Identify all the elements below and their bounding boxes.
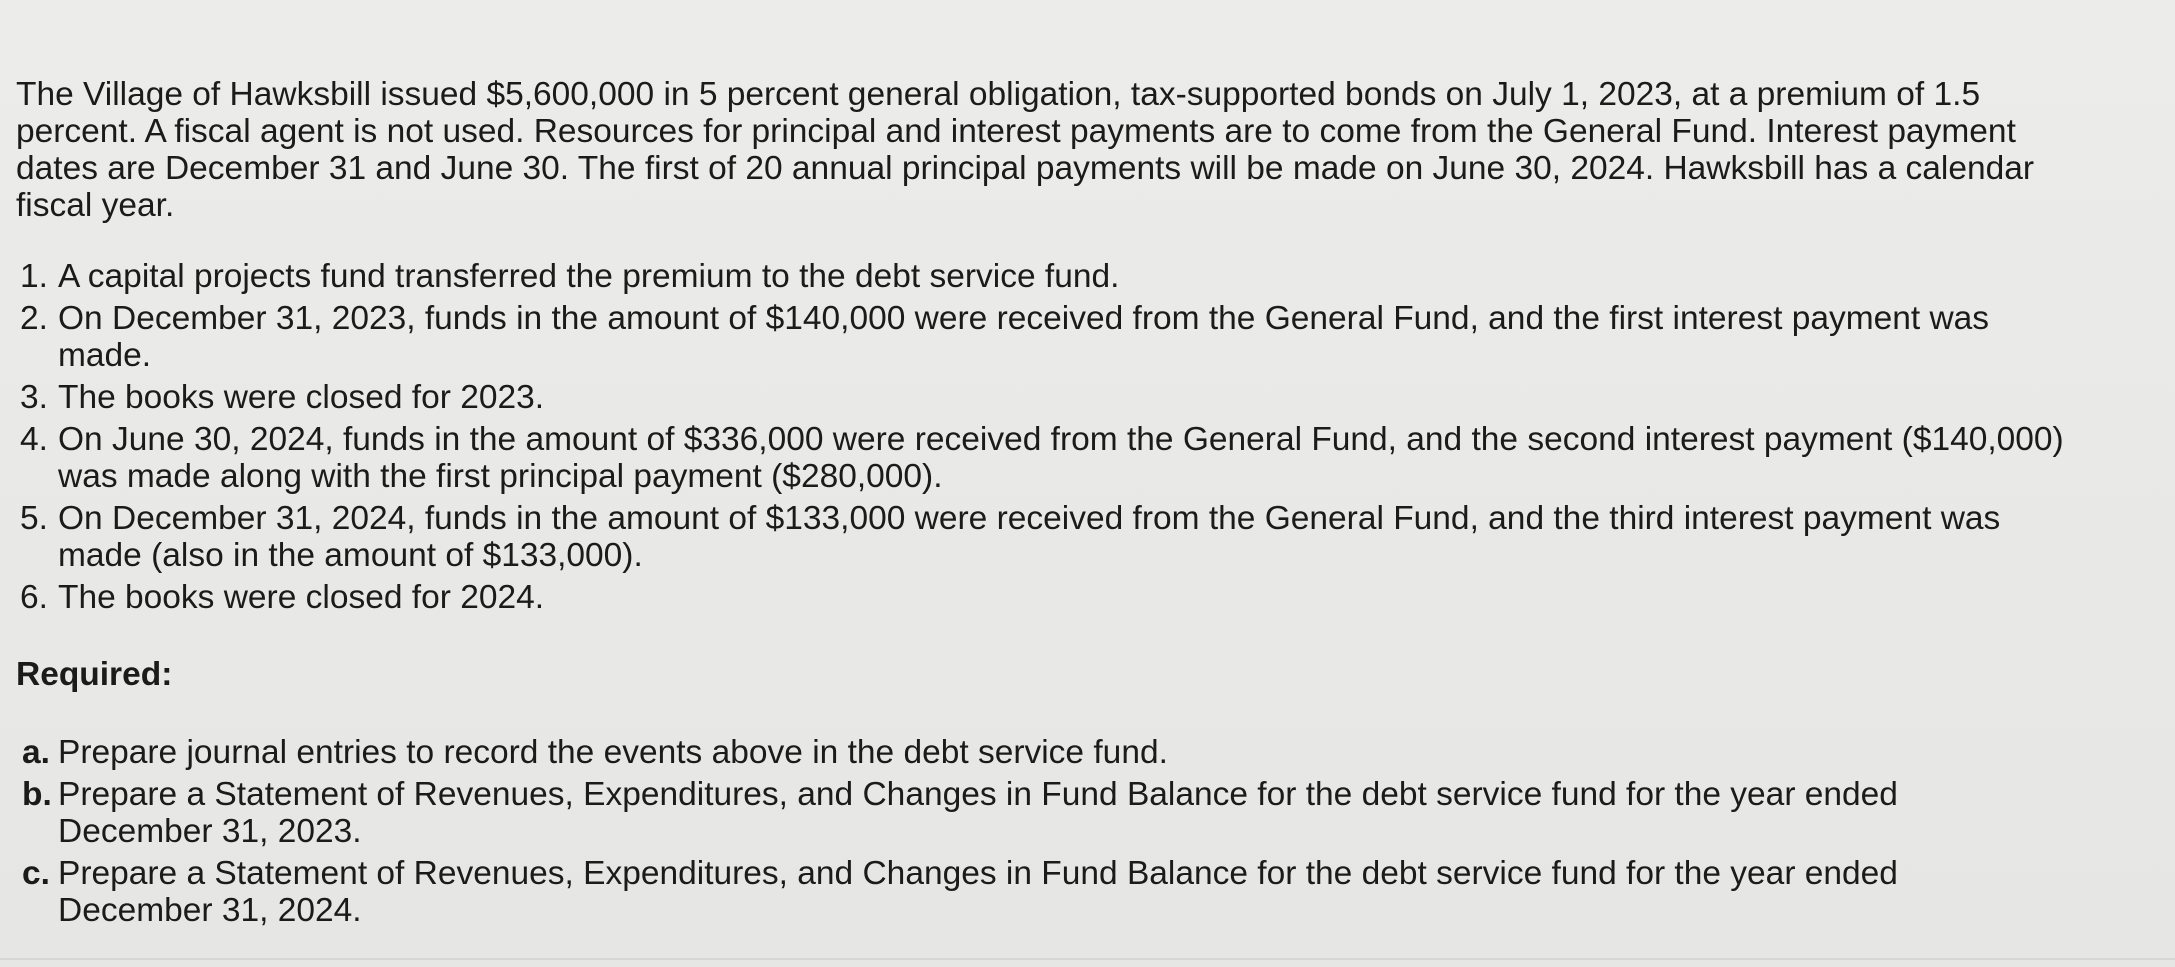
event-number: 5. (20, 500, 48, 537)
event-number: 3. (20, 379, 48, 416)
event-item (16, 579, 2068, 616)
task-text: Prepare a Statement of Revenues, Expenditures, and Changes in Fund Balance for the debt service fund for the year ended December 31, 2023. (58, 776, 1898, 850)
event-item (16, 258, 2068, 295)
event-number: 4. (20, 421, 48, 458)
event-number: 1. (20, 258, 48, 295)
problem-page (16, 76, 2126, 934)
event-item (16, 300, 2068, 374)
event-item (16, 379, 2068, 416)
event-item (16, 500, 2068, 574)
task-letter: c. (22, 855, 50, 892)
task-text: Prepare journal entries to record the events above in the debt service fund. (58, 734, 1168, 771)
page-bottom-divider (0, 958, 2175, 960)
event-text: On December 31, 2023, funds in the amount of $140,000 were received from the General Fund, and the first interest payment was made. (58, 300, 1990, 374)
task-item (16, 734, 1978, 771)
event-number: 2. (20, 300, 48, 337)
required-heading: Required: (16, 656, 173, 693)
task-letter: b. (22, 776, 52, 813)
events-list (16, 258, 2126, 616)
event-text: The books were closed for 2023. (58, 379, 545, 416)
task-item (16, 776, 1978, 850)
event-item (16, 421, 2068, 495)
event-text: On December 31, 2024, funds in the amount of $133,000 were received from the General Fund, and the third interest payment was made (also in the amount of $133,000). (58, 500, 2001, 574)
problem-intro: The Village of Hawksbill issued $5,600,000 in 5 percent general obligation, tax-supported bonds on July 1, 2023, at a premium of 1.5 percent. A fiscal agent is not used. Resources for principal and interest payments are to come from the General Fund. Interest payment dates are December 31 and June 30. The first of 20 annual principal payments will be made on June 30, 2024. Hawksbill has a calendar fiscal year. (16, 76, 2035, 224)
event-text: The books were closed for 2024. (58, 579, 545, 616)
event-text: On June 30, 2024, funds in the amount of $336,000 were received from the General Fund, and the second interest payment ($140,000) was made along with the first principal payment ($280,000). (58, 421, 2064, 495)
task-item (16, 855, 1978, 929)
tasks-list (16, 734, 2126, 929)
task-letter: a. (22, 734, 50, 771)
event-number: 6. (20, 579, 48, 616)
event-text: A capital projects fund transferred the premium to the debt service fund. (58, 258, 1120, 295)
task-text: Prepare a Statement of Revenues, Expenditures, and Changes in Fund Balance for the debt service fund for the year ended December 31, 2024. (58, 855, 1898, 929)
